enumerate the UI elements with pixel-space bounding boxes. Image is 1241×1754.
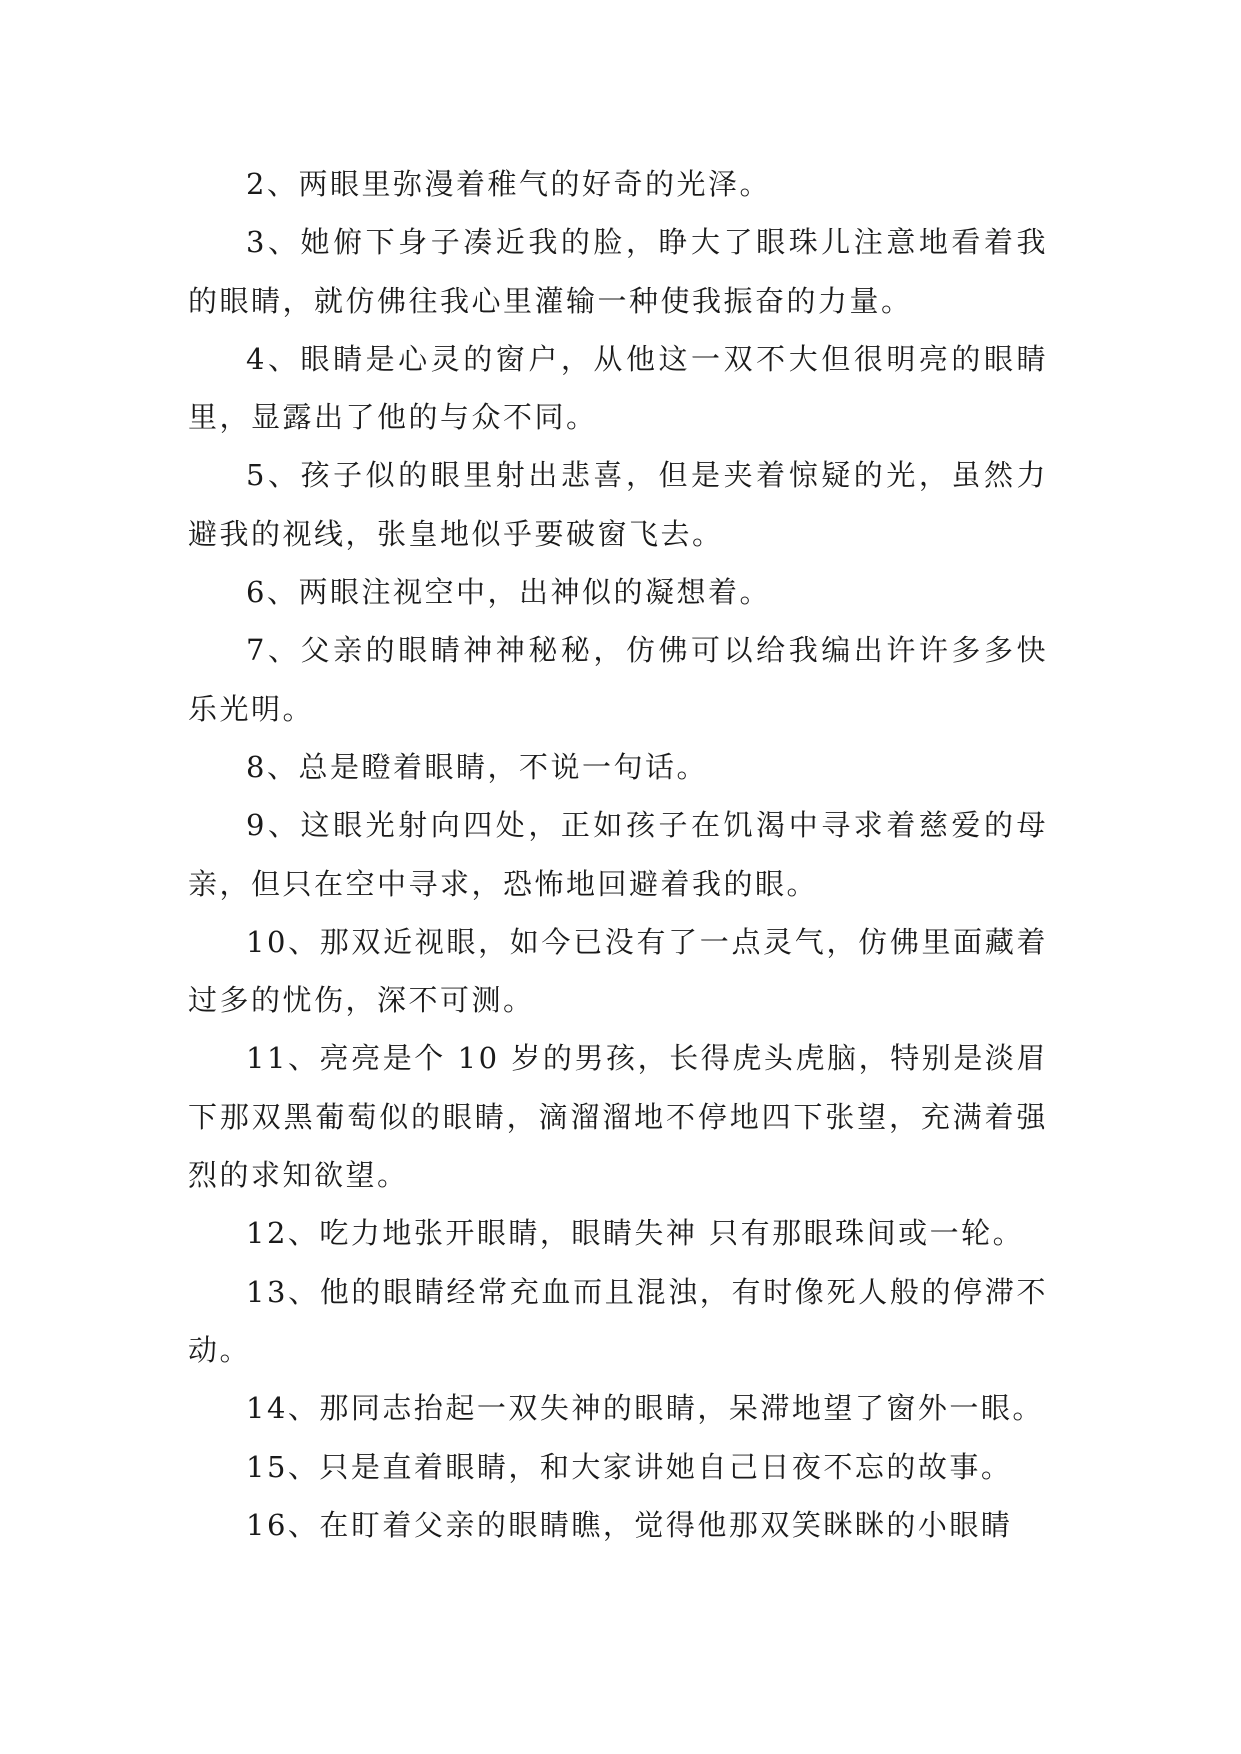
paragraph: 9、这眼光射向四处，正如孩子在饥渴中寻求着慈爱的母亲，但只在空中寻求，恐怖地回避着我的眼。	[188, 808, 1048, 901]
paragraph: 3、她俯下身子凑近我的脸，睁大了眼珠儿注意地看着我的眼睛，就仿佛往我心里灌输一种使我振奋的力量。	[188, 225, 1048, 318]
paragraph: 15、只是直着眼睛，和大家讲她自己日夜不忘的故事。	[246, 1449, 1013, 1484]
paragraph: 5、孩子似的眼里射出悲喜，但是夹着惊疑的光，虽然力避我的视线，张皇地似乎要破窗飞去。	[188, 458, 1048, 551]
paragraph: 12、吃力地张开眼睛，眼睛失神 只有那眼珠间或一轮。	[246, 1216, 1025, 1251]
paragraph: 11、亮亮是个 10 岁的男孩，长得虎头虎脑，特别是淡眉下那双黑葡萄似的眼睛，滴溜溜地不停地四下张望，充满着强烈的求知欲望。	[188, 1041, 1048, 1193]
paragraph: 16、在盯着父亲的眼睛瞧，觉得他那双笑眯眯的小眼睛	[246, 1507, 1013, 1542]
paragraph: 10、那双近视眼，如今已没有了一点灵气，仿佛里面藏着过多的忧伤，深不可测。	[188, 924, 1048, 1018]
paragraph: 6、两眼注视空中，出神似的凝想着。	[246, 575, 771, 610]
paragraph: 14、那同志抬起一双失神的眼睛，呆滞地望了窗外一眼。	[246, 1391, 1044, 1426]
paragraph: 4、眼睛是心灵的窗户，从他这一双不大但很明亮的眼睛里，显露出了他的与众不同。	[188, 341, 1048, 435]
paragraph: 2、两眼里弥漫着稚气的好奇的光泽。	[246, 167, 771, 201]
paragraph: 7、父亲的眼睛神神秘秘，仿佛可以给我编出许许多多快乐光明。	[188, 633, 1048, 726]
document-body	[188, 155, 1048, 1554]
paragraph: 13、他的眼睛经常充血而且混浊，有时像死人般的停滞不动。	[188, 1274, 1048, 1367]
paragraph: 8、总是瞪着眼睛，不说一句话。	[246, 749, 708, 784]
